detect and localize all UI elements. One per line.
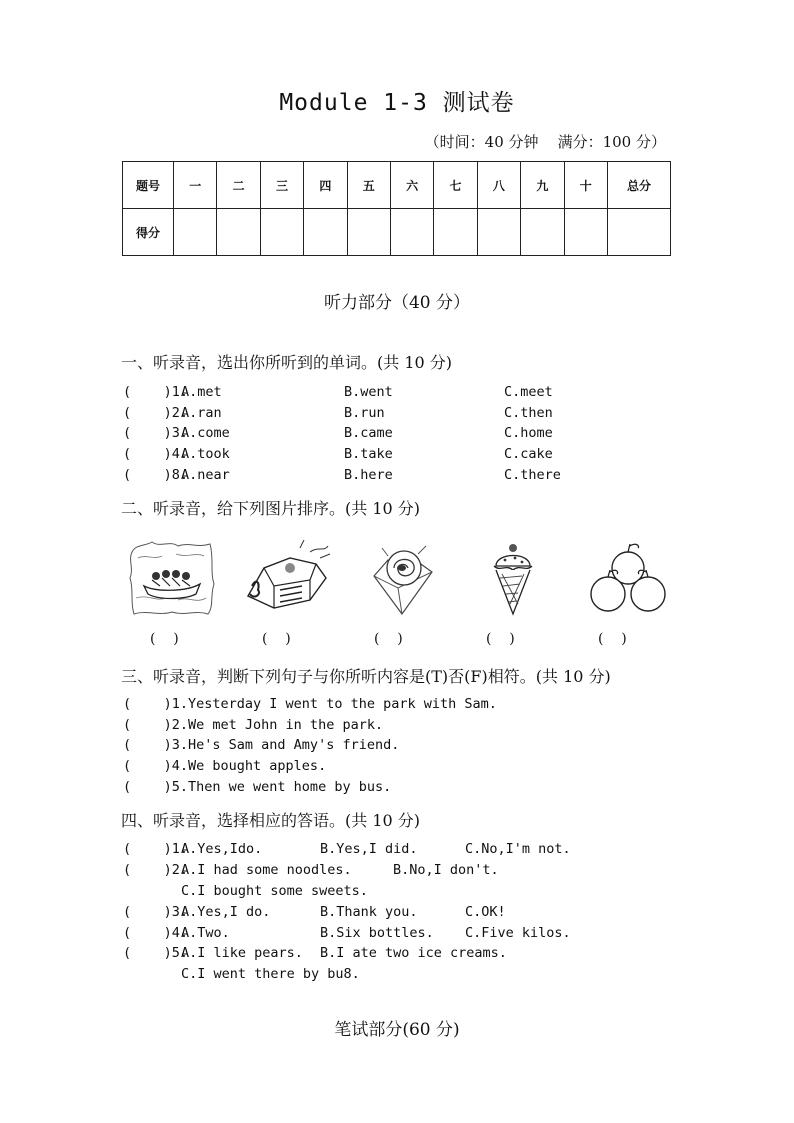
option-c: C.I went there by bu8. [181,966,360,982]
score-cell: 二 [217,162,260,209]
score-blank [174,209,217,256]
statement-row: ( )3.He's Sam and Amy's friend. [123,737,400,753]
statement-row: ( )2.We met John in the park. [123,717,384,733]
question-number: ( )3. [123,425,189,441]
score-cell: 八 [477,162,520,209]
score-blank [477,209,520,256]
option-c: C.home [504,425,553,441]
score-table-score-row [123,209,671,256]
question-number: ( )2. [123,862,189,878]
option-a: A.Yes,I do. [181,904,271,920]
question-row [123,444,553,464]
option-b: B.went [344,384,393,400]
score-cell: 五 [347,162,390,209]
question-row-continued [123,964,360,984]
score-cell: 十 [564,162,607,209]
option-b: B.run [344,405,385,421]
picture-answer-blank: ( ) [262,631,291,647]
statement-row: ( )4.We bought apples. [123,758,327,774]
section-3-heading: 三、听录音，判断下列句子与你所听内容是(T)否(F)相符。(共 10 分) [121,667,611,686]
option-c: C.cake [504,446,553,462]
option-a: A.met [181,384,222,400]
question-row [123,902,506,922]
question-number: ( )4. [123,925,189,941]
writing-title: 笔试部分(60 分) [334,1020,460,1040]
option-a: A.come [181,425,230,441]
question-number: ( )1. [123,384,189,400]
score-blank [564,209,607,256]
question-number: ( )4. [123,446,189,462]
vehicle-splash-picture [240,538,332,618]
option-c: C.meet [504,384,553,400]
score-cell: 九 [521,162,564,209]
score-cell: 三 [260,162,303,209]
score-cell-label: 题号 [123,162,174,209]
section-2-heading: 二、听录音，给下列图片排序。(共 10 分) [121,499,421,518]
option-b: B.take [344,446,393,462]
option-b: B.came [344,425,393,441]
option-b: B.Six bottles. [320,925,434,941]
score-blank [390,209,433,256]
question-row [123,923,571,943]
question-row [123,943,507,963]
question-row [123,465,561,485]
score-blank [304,209,347,256]
question-number: ( )8. [123,467,189,483]
statement-row: ( )5.Then we went home by bus. [123,779,392,795]
score-cell: 七 [434,162,477,209]
question-row [123,403,553,423]
question-number: ( )1. [123,841,189,857]
score-cell-total: 总分 [608,162,671,209]
picture-answer-blank: ( ) [598,631,627,647]
picture-answer-blank: ( ) [486,631,515,647]
option-c: C.Five kilos. [465,925,571,941]
score-row-label: 得分 [123,209,174,256]
option-c: C.No,I'm not. [465,841,571,857]
option-b: B.Thank you. [320,904,418,920]
rose-gift-picture [368,538,438,618]
question-number: ( )5. [123,945,189,961]
picture-answer-blank: ( ) [150,631,179,647]
question-row [123,423,553,443]
option-a: A.I like pears. [181,945,303,961]
question-number: ( )2. [123,405,189,421]
option-a: A.ran [181,405,222,421]
listening-title: 听力部分（40 分） [323,293,471,313]
section-1-heading: 一、听录音，选出你所听到的单词。(共 10 分) [121,353,453,372]
boat-rafting-picture [126,538,216,618]
score-blank [260,209,303,256]
apples-picture [586,538,670,618]
option-c: C.OK! [465,904,506,920]
option-b: B.here [344,467,393,483]
option-c: C.there [504,467,561,483]
score-blank [521,209,564,256]
option-a: A.Yes,Ido. [181,841,263,857]
page-title: Module 1-3 测试卷 [279,90,515,116]
question-row-continued [123,881,368,901]
score-table [122,161,671,256]
score-cell: 一 [174,162,217,209]
score-cell: 六 [390,162,433,209]
option-c: C.then [504,405,553,421]
score-cell: 四 [304,162,347,209]
score-table-header-row [123,162,671,209]
option-a: A.I had some noodles. [181,862,352,878]
score-blank [434,209,477,256]
statement-row: ( )1.Yesterday I went to the park with Sam. [123,696,497,712]
option-b: B.No,I don't. [393,862,499,878]
score-blank [347,209,390,256]
question-row [123,860,499,880]
picture-answer-blank: ( ) [374,631,403,647]
section-4-heading: 四、听录音，选择相应的答语。(共 10 分) [121,811,421,830]
option-b: B.I ate two ice creams. [320,945,507,961]
question-row [123,839,571,859]
option-c: C.I bought some sweets. [181,883,368,899]
exam-meta: （时间：40 分钟 满分：100 分） [424,133,666,151]
ice-cream-picture [490,538,536,618]
question-row [123,382,553,402]
question-number: ( )3. [123,904,189,920]
option-a: A.Two. [181,925,230,941]
score-blank [217,209,260,256]
option-b: B.Yes,I did. [320,841,418,857]
option-a: A.took [181,446,230,462]
score-blank [608,209,671,256]
option-a: A.near [181,467,230,483]
